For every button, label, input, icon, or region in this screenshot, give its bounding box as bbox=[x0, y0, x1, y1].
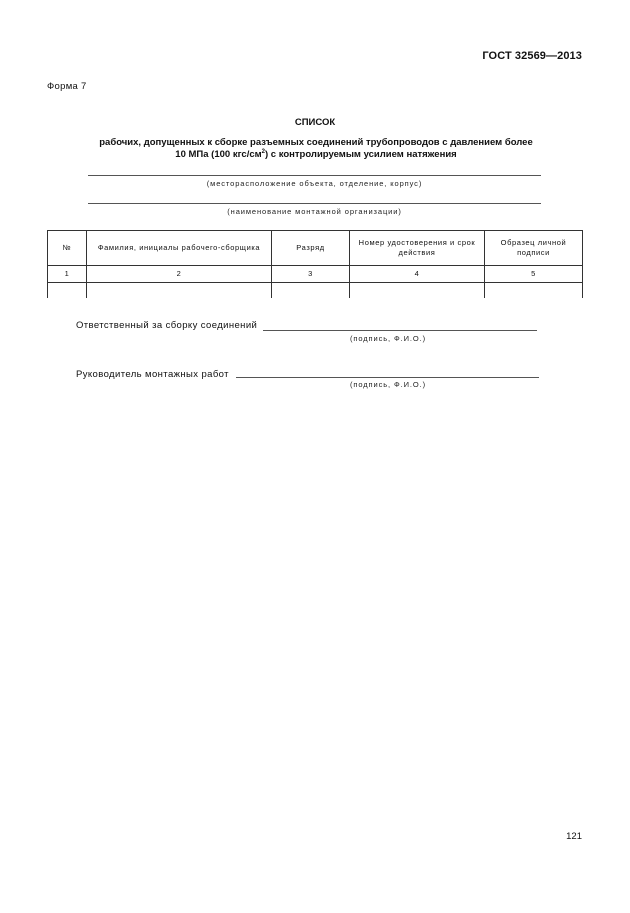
organization-fill-line[interactable] bbox=[88, 203, 541, 204]
header-name: Фамилия, инициалы рабочего-сборщика bbox=[87, 231, 272, 266]
column-number: 1 bbox=[48, 266, 87, 283]
document-title: СПИСОК bbox=[294, 117, 336, 128]
column-number: 4 bbox=[350, 266, 485, 283]
document-subtitle bbox=[80, 137, 552, 161]
supervisor-signature-caption: (подпись, Ф.И.О.) bbox=[350, 380, 426, 389]
column-number: 5 bbox=[485, 266, 583, 283]
table-cell[interactable] bbox=[350, 283, 485, 299]
location-caption: (месторасположение объекта, отделение, корпус) bbox=[206, 179, 423, 188]
subtitle-line-2-end: ) с контролируемым усилием натяжения bbox=[265, 149, 457, 160]
document-code: ГОСТ 32569—2013 bbox=[482, 50, 582, 62]
header-signature-sample: Образец личной подписи bbox=[485, 231, 583, 266]
table-cell[interactable] bbox=[272, 283, 350, 299]
organization-caption: (наименование монтажной организации) bbox=[227, 207, 402, 216]
subtitle-superscript: 2 bbox=[261, 149, 265, 155]
header-number: № bbox=[48, 231, 87, 266]
subtitle-line-1: рабочих, допущенных к сборке разъемных соединений трубопроводов с давлением более bbox=[99, 137, 533, 148]
column-number: 2 bbox=[87, 266, 272, 283]
responsible-signature-line[interactable] bbox=[263, 330, 537, 331]
form-label: Форма 7 bbox=[47, 81, 87, 92]
responsible-label: Ответственный за сборку соединений bbox=[76, 320, 258, 331]
table-cell[interactable] bbox=[485, 283, 583, 299]
table-cell[interactable] bbox=[48, 283, 87, 299]
location-fill-line[interactable] bbox=[88, 175, 541, 176]
column-number: 3 bbox=[272, 266, 350, 283]
supervisor-label: Руководитель монтажных работ bbox=[76, 369, 229, 380]
page-number: 121 bbox=[566, 831, 582, 842]
subtitle-line-2-start: 10 МПа (100 кгс/см bbox=[175, 149, 262, 160]
table-cell[interactable] bbox=[87, 283, 272, 299]
column-number-row bbox=[48, 266, 583, 283]
header-grade: Разряд bbox=[272, 231, 350, 266]
header-certificate: Номер удостоверения и срок действия bbox=[350, 231, 485, 266]
table-header-row bbox=[48, 231, 583, 266]
workers-table bbox=[47, 230, 583, 298]
responsible-signature-caption: (подпись, Ф.И.О.) bbox=[350, 334, 426, 343]
table-row bbox=[48, 283, 583, 299]
supervisor-signature-line[interactable] bbox=[236, 377, 539, 378]
